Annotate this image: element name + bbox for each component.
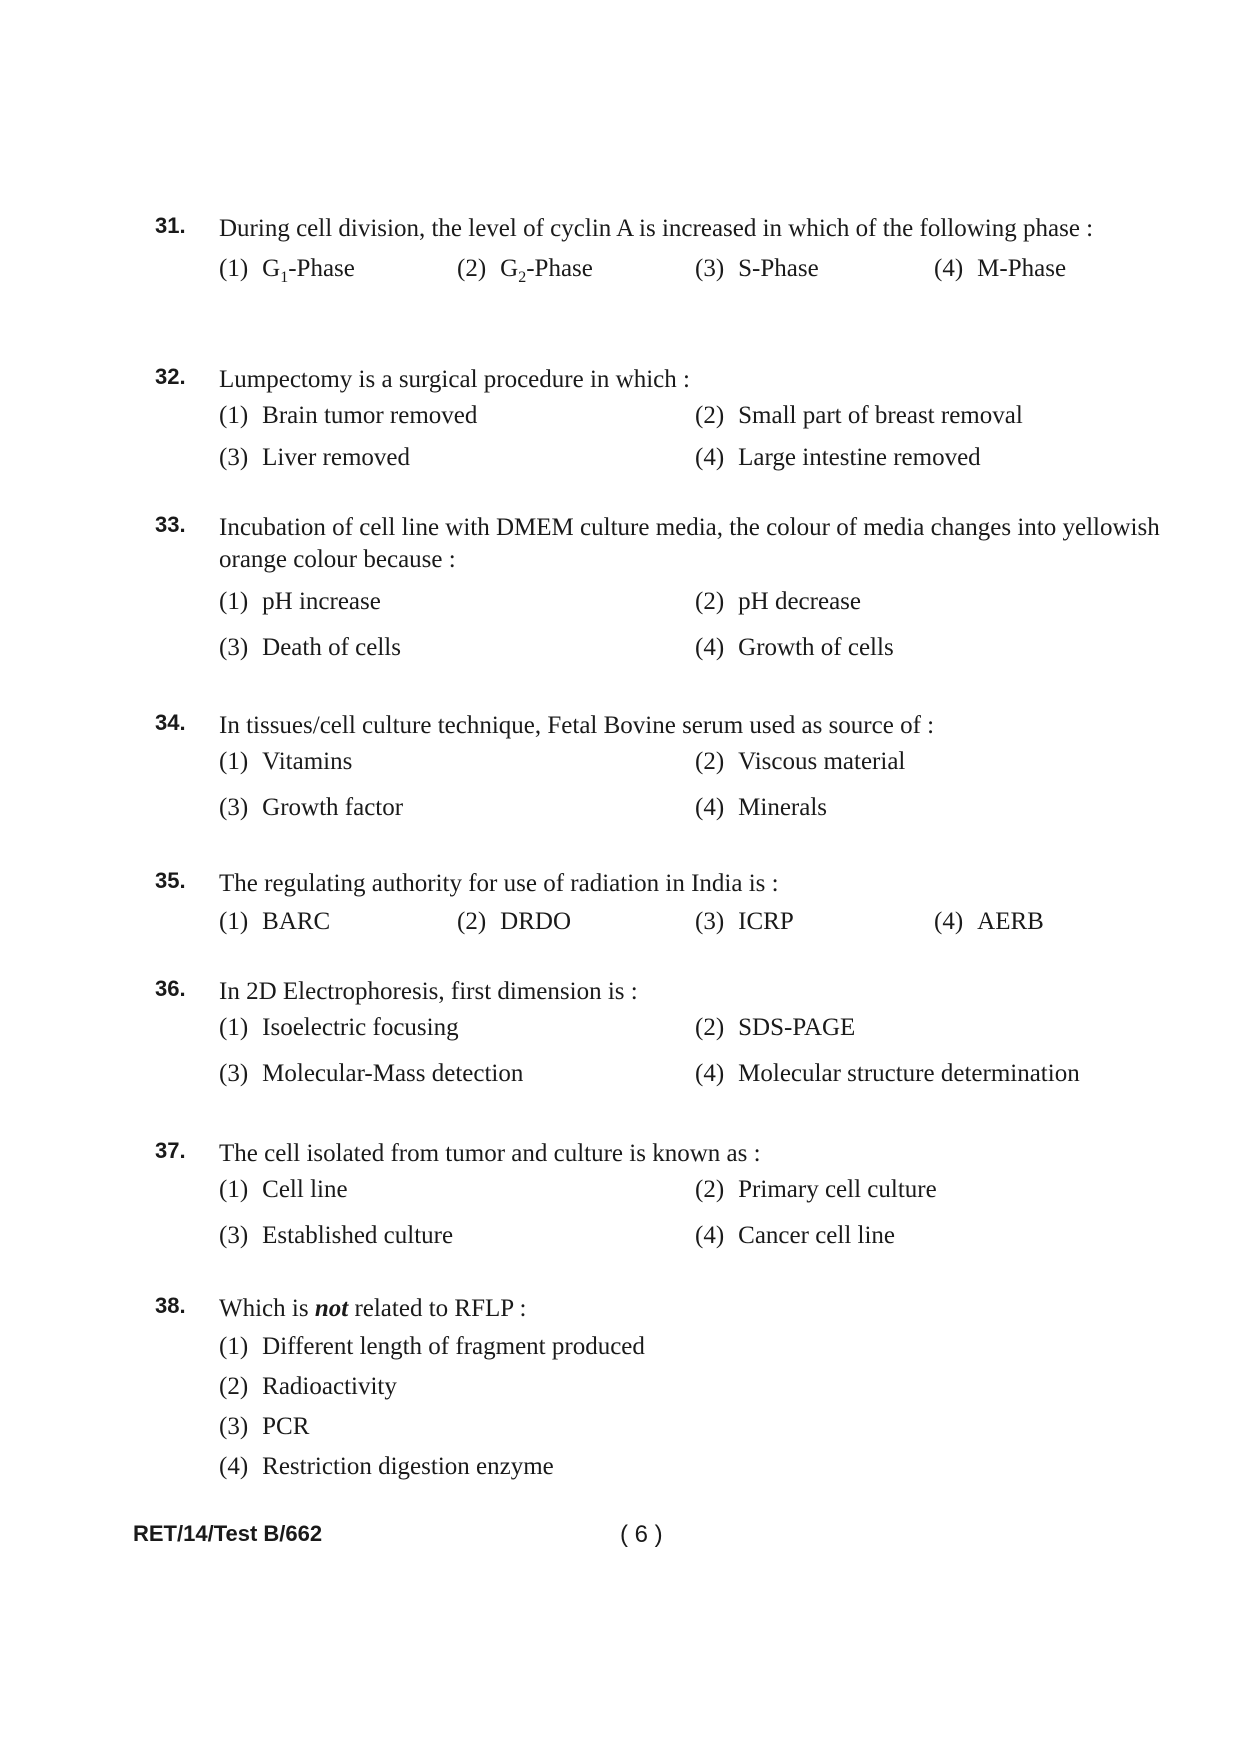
question-number: 31. [155, 213, 186, 238]
option-4[interactable]: (4) Restriction digestion enzyme [219, 1453, 554, 1480]
option-3[interactable]: (3) PCR [219, 1413, 310, 1440]
option-1[interactable]: (1) Vitamins [219, 748, 353, 775]
question-text: In 2D Electrophoresis, first dimension is : [219, 978, 638, 1005]
question-32 [155, 364, 1175, 486]
question-33 [155, 512, 1175, 680]
page-number: ( 6 ) [620, 1521, 663, 1548]
options-grid [219, 748, 1175, 840]
question-31 [155, 213, 1175, 295]
option-1[interactable]: (1) Isoelectric focusing [219, 1014, 459, 1041]
question-text: The cell isolated from tumor and culture is known as : [219, 1140, 761, 1167]
question-number: 37. [155, 1138, 186, 1163]
option-1[interactable]: (1) BARC [219, 908, 331, 935]
option-3[interactable]: (3) Liver removed [219, 444, 411, 471]
option-3[interactable]: (3) S-Phase [695, 255, 819, 282]
option-4[interactable]: (4) Molecular structure determination [695, 1060, 1080, 1087]
option-3[interactable]: (3) Molecular-Mass detection [219, 1060, 524, 1087]
options-row [219, 908, 1175, 948]
option-1[interactable]: (1) pH increase [219, 588, 381, 615]
option-2[interactable]: (2) SDS-PAGE [695, 1014, 856, 1041]
option-4[interactable]: (4) M-Phase [934, 255, 1067, 282]
question-38 [155, 1293, 1175, 1493]
question-text: In tissues/cell culture technique, Fetal Bovine serum used as source of : [219, 712, 935, 739]
question-number: 36. [155, 976, 186, 1001]
option-1[interactable]: (1) Brain tumor removed [219, 402, 478, 429]
question-number: 32. [155, 364, 186, 389]
options-grid [219, 588, 1175, 680]
option-3[interactable]: (3) Death of cells [219, 634, 401, 661]
options-grid [219, 1176, 1175, 1268]
option-4[interactable]: (4) Large intestine removed [695, 444, 981, 471]
question-text: During cell division, the level of cyclin A is increased in which of the following phase : [219, 215, 1094, 242]
option-2[interactable]: (2) DRDO [457, 908, 571, 935]
question-number: 38. [155, 1293, 186, 1318]
question-text: Which is not related to RFLP : [219, 1295, 527, 1322]
options-grid [219, 402, 1175, 486]
option-3[interactable]: (3) ICRP [695, 908, 794, 935]
question-number: 34. [155, 710, 186, 735]
option-1[interactable]: (1) Cell line [219, 1176, 348, 1203]
question-number: 33. [155, 512, 186, 537]
options-row [219, 255, 1175, 295]
option-2[interactable]: (2) Primary cell culture [695, 1176, 937, 1203]
options-list [219, 1333, 1175, 1493]
question-35 [155, 868, 1175, 948]
option-3[interactable]: (3) Growth factor [219, 794, 404, 821]
question-text: The regulating authority for use of radiation in India is : [219, 870, 779, 897]
option-4[interactable]: (4) AERB [934, 908, 1044, 935]
footer-test-code: RET/14/Test B/662 [133, 1521, 323, 1546]
option-2[interactable]: (2) Radioactivity [219, 1373, 397, 1400]
option-4[interactable]: (4) Cancer cell line [695, 1222, 896, 1249]
option-2[interactable]: (2) Viscous material [695, 748, 906, 775]
option-1[interactable]: (1) $G_1$-Phase [219, 255, 355, 286]
option-2[interactable]: (2) pH decrease [695, 588, 861, 615]
question-36 [155, 976, 1175, 1106]
question-text: Incubation of cell line with DMEM culture media, the colour of media changes into yellowish orange colour because : [219, 514, 1160, 573]
question-number: 35. [155, 868, 186, 893]
option-2[interactable]: (2) $G_2$-Phase [457, 255, 593, 286]
option-4[interactable]: (4) Growth of cells [695, 634, 894, 661]
question-37 [155, 1138, 1175, 1268]
question-34 [155, 710, 1175, 840]
question-text: Lumpectomy is a surgical procedure in which : [219, 366, 690, 393]
option-1[interactable]: (1) Different length of fragment produced [219, 1333, 645, 1360]
option-4[interactable]: (4) Minerals [695, 794, 828, 821]
option-3[interactable]: (3) Established culture [219, 1222, 454, 1249]
options-grid [219, 1014, 1175, 1106]
option-2[interactable]: (2) Small part of breast removal [695, 402, 1023, 429]
